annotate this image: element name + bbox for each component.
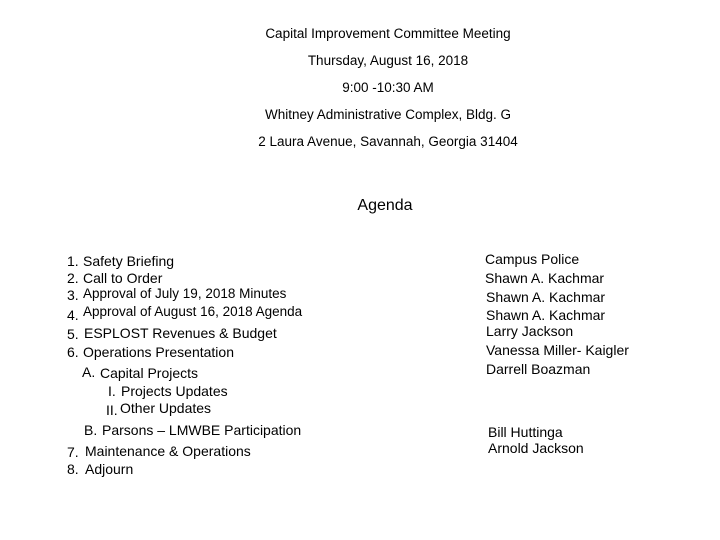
item-presenter: Larry Jackson	[486, 323, 574, 339]
meeting-title: Capital Improvement Committee Meeting	[265, 26, 511, 41]
meeting-location: Whitney Administrative Complex, Bldg. G	[264, 107, 512, 122]
item-label: Operations Presentation	[83, 344, 234, 360]
item-label: Safety Briefing	[83, 253, 175, 269]
subitem-presenter: Darrell Boazman	[486, 361, 591, 377]
item-label: Maintenance & Operations	[85, 443, 251, 459]
item-number: 5.	[67, 326, 79, 342]
item-presenter: Shawn A. Kachmar	[486, 307, 606, 323]
item-label: Adjourn	[85, 461, 134, 477]
meeting-address: 2 Laura Avenue, Savannah, Georgia 31404	[258, 134, 518, 149]
item-number: 6.	[67, 344, 79, 360]
subitem-label: Projects Updates	[121, 383, 228, 399]
item-number: 8.	[67, 461, 79, 477]
item-presenter: Campus Police	[485, 251, 580, 267]
item-number: 4.	[67, 307, 79, 323]
item-presenter: Shawn A. Kachmar	[485, 270, 605, 286]
item-label: Approval of July 19, 2018 Minutes	[83, 286, 287, 301]
subitem-marker: II.	[106, 402, 118, 418]
item-presenter: Arnold Jackson	[488, 440, 584, 456]
subitem-presenter: Bill Huttinga	[488, 424, 563, 440]
item-presenter: Vanessa Miller- Kaigler	[486, 342, 629, 358]
subitem-label: Capital Projects	[100, 365, 199, 381]
subitem-label: Other Updates	[120, 400, 212, 416]
subitem-marker: A.	[82, 364, 96, 380]
item-number: 7.	[67, 444, 79, 460]
meeting-time: 9:00 -10:30 AM	[342, 80, 434, 95]
subitem-label: Parsons – LMWBE Participation	[102, 422, 302, 438]
meeting-date: Thursday, August 16, 2018	[307, 53, 469, 68]
item-number: 1.	[67, 253, 79, 269]
subitem-marker: I.	[108, 383, 116, 399]
item-label: Approval of August 16, 2018 Agenda	[83, 304, 303, 319]
agenda-heading: Agenda	[357, 197, 413, 214]
item-label: ESPLOST Revenues & Budget	[84, 325, 277, 341]
item-number: 3.	[67, 287, 79, 303]
item-presenter: Shawn A. Kachmar	[486, 289, 606, 305]
item-number: 2.	[67, 270, 79, 286]
subitem-marker: B.	[84, 422, 98, 438]
item-label: Call to Order	[83, 270, 163, 286]
